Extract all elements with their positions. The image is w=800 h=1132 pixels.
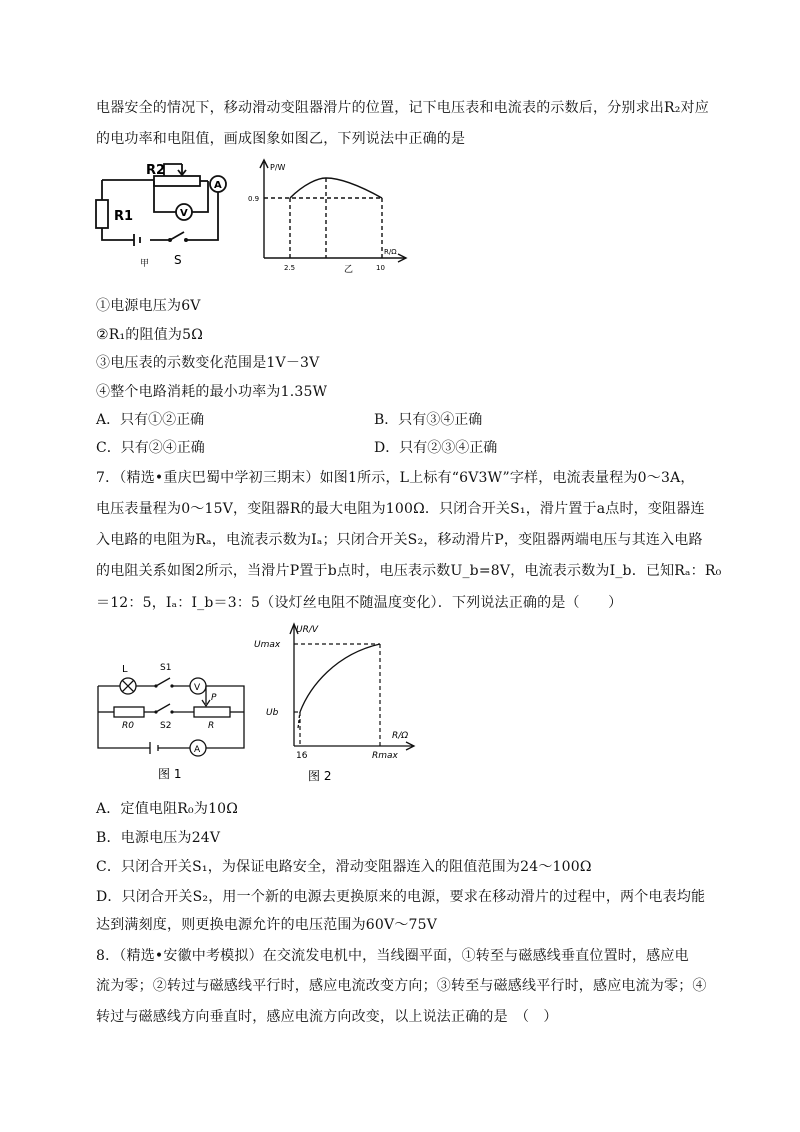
- yi-xlabel: R/Ω: [384, 248, 397, 256]
- label-ammeter: A: [214, 180, 222, 191]
- q7-option-d-line-1: D．只闭合开关S₂，用一个新的电源去更换原来的电源，要求在移动滑片的过程中，两个电表均能: [96, 889, 706, 905]
- q6-option-c: C．只有②④正确: [96, 440, 205, 456]
- label-r1: R1: [114, 209, 134, 224]
- fig2-ub: Ub: [266, 708, 279, 718]
- q7-line-2: 电压表量程为0～15V，变阻器R的最大电阻为100Ω．只闭合开关S₁，滑片置于a点时，变阻器连: [96, 501, 705, 517]
- label-r: R: [208, 721, 215, 731]
- label-voltmeter: V: [180, 208, 188, 219]
- label-s2: S2: [160, 721, 172, 731]
- label-r0: R0: [122, 721, 134, 731]
- q7-option-a: A．定值电阻R₀为10Ω: [96, 801, 239, 817]
- q6-lead-line-2: 的电功率和电阻值，画成图象如图乙，下列说法中正确的是: [96, 131, 466, 147]
- label-s1: S1: [160, 663, 172, 673]
- caption-fig2: 图 2: [308, 769, 332, 783]
- q7-line-4: 的电阻关系如图2所示，当滑片P置于b点时，电压表示数U_b=8V，电流表示数为I_b．已知Rₐ：R₀: [96, 563, 722, 579]
- fig2-tick-16: 16: [296, 751, 308, 761]
- label-r2: R2: [146, 163, 166, 178]
- q6-option-d: D．只有②③④正确: [374, 440, 498, 456]
- caption-jia: 甲: [140, 259, 150, 269]
- q8-line-2: 流为零；②转过与磁感线平行时，感应电流改变方向；③转至与磁感线平行时，感应电流为零；④: [96, 978, 707, 994]
- q7-line-5: ＝12：5，Iₐ：I_b＝3：5（设灯丝电阻不随温度变化）．下列说法正确的是（ ）: [96, 595, 623, 611]
- graph-yi: [246, 158, 414, 274]
- label-switch: S: [174, 253, 182, 267]
- label-voltmeter-fig1: V: [194, 683, 201, 693]
- caption-yi: 乙: [344, 265, 354, 274]
- label-lamp: L: [122, 664, 128, 675]
- yi-tick-x1: 2.5: [284, 264, 296, 272]
- q6-statement-2: ②R₁的阻值为5Ω: [96, 327, 204, 343]
- fig2-rmax: Rmax: [372, 751, 398, 761]
- yi-ylabel: P/W: [270, 163, 286, 172]
- circuit-diagram-fig1: [94, 656, 250, 784]
- label-ammeter-fig1: A: [194, 745, 201, 755]
- q8-line-1: 8．（精选•安徽中考模拟）在交流发电机中，当线圈平面，①转至与磁感线垂直位置时，感应电: [96, 948, 689, 964]
- q6-lead-line-1: 电器安全的情况下，移动滑动变阻器滑片的位置，记下电压表和电流表的示数后，分别求出R₂对应: [96, 100, 709, 116]
- q8-line-3: 转过与磁感线方向垂直时，感应电流方向改变，以上说法正确的是 （ ）: [96, 1009, 558, 1025]
- q6-statement-4: ④整个电路消耗的最小功率为1.35W: [96, 384, 328, 400]
- q7-line-3: 入电路的电阻为Rₐ，电流表示数为Iₐ；只闭合开关S₂，移动滑片P，变阻器两端电压与其连入电路: [96, 532, 703, 548]
- caption-fig1: 图 1: [158, 767, 182, 781]
- q7-line-1: 7．（精选•重庆巴蜀中学初三期末）如图1所示，L上标有“6V3W”字样，电流表量程为0～3A，: [96, 470, 695, 486]
- q6-statement-3: ③电压表的示数变化范围是1V－3V: [96, 355, 320, 371]
- fig2-xlabel: R/Ω: [392, 731, 409, 741]
- q6-statement-1: ①电源电压为6V: [96, 298, 201, 314]
- fig2-ylabel: UR/V: [296, 625, 319, 635]
- q7-option-d-line-2: 达到满刻度，则更换电源允许的电压范围为60V～75V: [96, 917, 438, 933]
- fig2-umax: Umax: [254, 640, 281, 650]
- q6-option-a: A．只有①②正确: [96, 412, 205, 428]
- q6-option-b: B．只有③④正确: [374, 412, 483, 428]
- yi-tick-x2: 10: [376, 264, 385, 272]
- label-p: P: [211, 693, 217, 703]
- circuit-diagram-jia: [94, 160, 240, 272]
- q7-option-b: B．电源电压为24V: [96, 830, 221, 846]
- yi-tick-y: 0.9: [248, 195, 260, 203]
- q7-option-c: C．只闭合开关S₁，为保证电路安全，滑动变阻器连入的阻值范围为24～100Ω: [96, 859, 592, 875]
- graph-fig2: [252, 620, 424, 784]
